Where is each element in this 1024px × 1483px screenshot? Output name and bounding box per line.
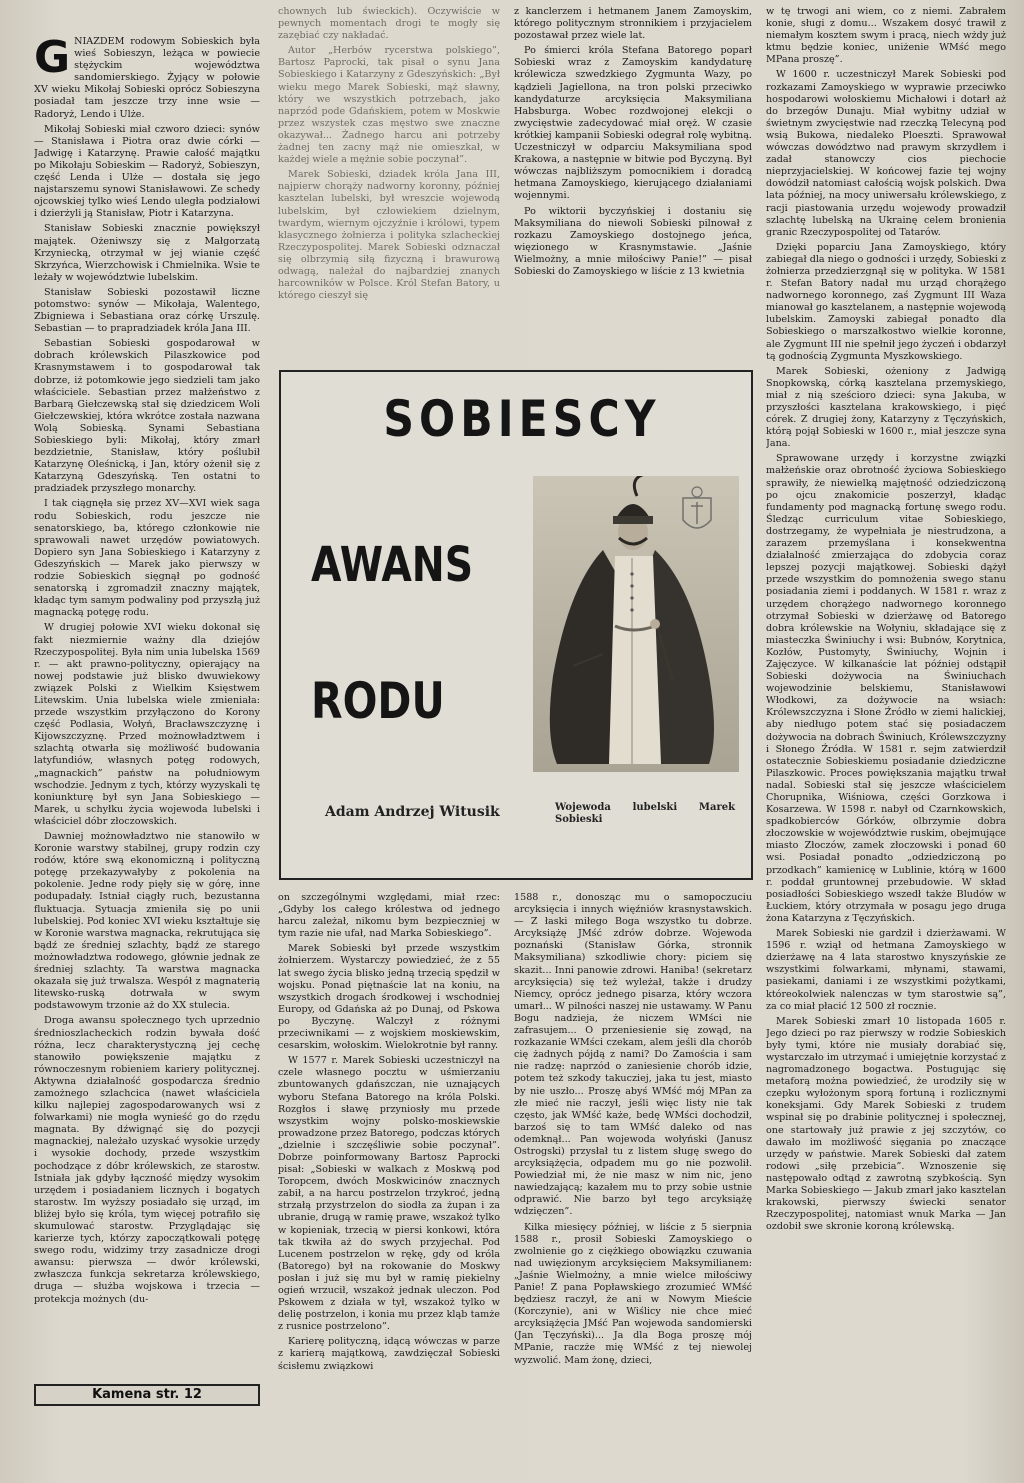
paragraph: z kanclerzem i hetmanem Janem Zamoyskim, którego politycznym stronnikiem i przyjacielem pozostawał przez wiele lat. [514,6,752,42]
paragraph: Dzięki poparciu Jana Zamoyskiego, który zabiegał dla niego o godności i urzędy, Sobieski z żołnierza przedzierzgnął się w polityka. W 1581 r. Stefan Batory nadał mu urząd chorążego nadwornego koronnego, zaś Zygmunt III Waza mianował go kasztelanem, a następnie wojewodą lubelskim. Zamoyski zabiegał ponadto dla Sobieskiego o marszałkostwo wielkie koronne, ale Zygmunt III nie spełnił jego życzeń i obdarzył tą godnością Zygmunta Myszkowskiego. [766,241,1006,362]
column-2-top [278,6,500,358]
column-3-top [514,6,752,358]
paragraph: W drugiej połowie XVI wieku dokonał się fakt niezmiernie ważny dla dziejów Rzeczypospolitej. Była nim unia lubelska 1569 r. — akt prawno-polityczny, opierający na nowej podstawie już blisko dwuwiekowy związek Polski z Wielkim Księstwem Litewskim. Unia lubelska wiele zmieniała: przede wszystkim przyłączono do Korony część Podlasia, Wołyń, Bracławszczyznę i Kijowszczyznę. Przed możnowładztwem i szlachtą otwarła się możliwość budowania latyfundiów, własnych potęg rodowych, „magnackich” państw na południowym wschodzie. Jednym z tych, którzy wyzyskali tę koniunkturę był syn Jana Sobieskiego — Marek, u schyłku życia wojewoda lubelski i właściciel dóbr złoczowskich. [34,622,260,827]
paragraph: Marek Sobieski, dziadek króla Jana III, najpierw chorąży nadworny koronny, później kasztelan lubelski, był wreszcie wojewodą lubelskim, był człowiekiem dzielnym, twardym, wiernym ojczyźnie i królowi, typem klasycznego żołnierza i polityka szlacheckiej Rzeczypospolitej. Marek Sobieski odznaczał się olbrzymią siłą fizyczną i brawurową odwagą, należał do najbardziej znanych harcowników w Polsce. Król Stefan Batory, u którego cieszył się [278,169,500,302]
paragraph: Marek Sobieski był przede wszystkim żołnierzem. Wystarczy powiedzieć, że z 55 lat swego życia blisko jedną trzecią spędził w wojsku. Ponad piętnaście lat na koniu, na wszystkich drogach środkowej i wschodniej Europy, od Gdańska aż po Dunaj, od Pskowa po Byczynę. Walczył z różnymi przeciwnikami — z wojskiem moskiewskim, cesarskim, wołoskim. Wielokrotnie był ranny. [278,943,500,1052]
paragraph: Karierę polityczną, idącą wówczas w parze z karierą majątkową, zawdzięczał Sobieski ścisłemu związkowi [278,1336,500,1372]
paragraph: Stanisław Sobieski pozostawił liczne potomstwo: synów — Mikołaja, Walentego, Zbigniewa i Sebastiana oraz córkę Urszulę. Sebastian — to prapradziadek króla Jana III. [34,286,260,335]
portrait-illustration [533,476,739,772]
paragraph: Po śmierci króla Stefana Batorego poparł Sobieski wraz z Zamoyskim kandydaturę królewicza szwedzkiego Zygmunta Wazy, po kądzieli Jagiellona, na tron polski przeciwko kandydaturze arcyksięcia Maksymiliana Habsburga. Wobec rozdwojonej elekcji o zwycięstwie zadecydować miał oręż. W czasie krótkiej kampanii Sobieski odegrał rolę wybitną. Uczestniczył w odparciu Maksymiliana spod Krakowa, a następnie w bitwie pod Byczyną. Był wówczas najbliższym pomocnikiem i doradcą hetmana Zamoyskiego, kierującego działaniami wojennymi. [514,45,752,202]
paragraph: w tę trwogi ani wiem, co z niemi. Zabrałem konie, sługi z domu... Wszakem dosyć trawił z niemałym kosztem swym i pracą, niech wżdy już ktmu będzie koniec, uniżenie WMść mego MPana proszę”. [766,6,1006,66]
paragraph: Marek Sobieski zmarł 10 listopada 1605 r. Jego dzieci po raz pierwszy w rodzie Sobieskich były tymi, które nie musiały dorabiać się, wystarczało im utrzymać i umiejętnie korzystać z nagromadzonego bogactwa. Postugując się metaforą można powiedzieć, że urodziły się w czepku wyłożonym sporą fortuną i rozlicznymi koneksjami. Gdy Marek Sobieski z trudem wspinał się po drabinie politycznej i społecznej, one startowały już prawie z jej szczytów, co dawało im możliwość sięgania po znaczące urzędy w państwie. Marek Sobieski dał zatem rodowi „siłę przebicia”. Wznoszenie się następowało odtąd z zawrotną szybkością. Syn Marka Sobieskiego — Jakub zmarł jako kasztelan krakowski, pierwszy świecki senator Rzeczypospolitej, natomiast wnuk Marka — Jan ozdobił swe skronie koroną królewską. [766,1015,1006,1233]
paragraph: Mikołaj Sobieski miał czworo dzieci: synów — Stanisława i Piotra oraz dwie córki — Jadwigę i Katarzynę. Prawie całość majątku po Mikołaju Sobieskim — Radoryż, Sobieszyn, część Lenda i Ulże — dostała się jego najstarszemu synowi Stanisławowi. Ze schedy ojcowskiej tylko wieś Lendo uległa podziałowi i dzierżyli ją Stanisław, Piotr i Katarzyna. [34,123,260,220]
paragraph: Stanisław Sobieski znacznie powiększył majątek. Ożeniwszy się z Małgorzatą Krzyniecką, otrzymał w jej wianie część Skrzyńca, Wierzchowisk i Chmielnika. Wsie te leżały w województwie lubelskim. [34,223,260,283]
portrait-caption: Wojewoda lubelski Marek Sobieski [555,802,735,825]
lead-paragraph: GNIAZDEM rodowym Sobieskich była wieś Sobieszyn, leżąca w powiecie stężyckim województwa sandomierskiego. Żyjący w połowie XV wieku Mikołaj Sobieski oprócz Sobieszyna posiadał tam jeszcze trzy inne wsie — Radoryż, Lendo i Ulże. [34,36,260,120]
paragraph: Autor „Herbów rycerstwa polskiego”, Bartosz Paprocki, tak pisał o synu Jana Sobieskiego i Katarzyny z Gdeszyńskich: „Był wieku mego Marek Sobieski, mąż sławny, który we wszystkich potrzebach, jako naprzód pode Gdańskiem, potem w Moskwie przez wszystek czas męstwo swe znaczne okazywał... Żadnego harcu ani potrzeby żadnej ten zacny mąż nie omieszkał, w każdej wiele a mężnie sobie poczynał”. [278,45,500,166]
paragraph: Sprawowane urzędy i korzystne związki małżeńskie oraz obrotność życiowa Sobieskiego sprawiły, że niewielką majętność odziedziczoną po ojcu znakomicie poszerzył, kładąc fundamenty pod magnacką fortunę swego rodu. Śledząc curriculum vitae Sobieskiego, dostrzegamy, że wypełniała je niestrudzona, a zarazem przemyślana i konsekwentna działalność zmierzająca do zdobycia coraz lepszej pozycji majątkowej. Sobieski dążył przede wszystkim do pomnożenia swego stanu posiadania ziemi i poddanych. W 1581 r. wraz z urzędem chorążego nadwornego koronnego otrzymał Sobieski w dzierżawę od Batorego dobra królewskie na Wołyniu, składające się z miasteczka Świniuchy i wsi: Bubnów, Korytnica, Kozłów, Pustomyty, Świniuchy, Wojnin i Zajęczyce. W kilkanaście lat później odstąpił Sobieski dożywocia na Świniuchach wojewodzinie belskiemu, Stanisławowi Włodkowi, za dożywocie na wsiach: Królewszczyzna i Słone Źródło w ziemi halickiej, aby niedługo potem stać się posiadaczem dożywocia na dobrach Świniuch, Królewszczyzny i Słonego Źródła. W 1581 r. sejm zatwierdził ostatecznie Sobieskiemu posiadanie dziedziczne Pilaszkowic. Proces powiększania majątku trwał nadal. Sobieski stał się jeszcze właścicielem Chorupnika, Wiśniowa, części Gorzkowa i Kosarzewa. W 1598 r. nabył od Czarnkowskich, spadkobierców Górków, olbrzymie dobra złoczowskie w województwie ruskim, obejmujące miasto Złoczów, zamek złoczowski i ponad 60 wsi. Posiadał ponadto „odziedziczoną po przodkach” kamienicę w Lublinie, którą w 1600 r. poddał gruntownej przebudowie. W skład posiadłości Sobieskiego wszedł także Bludów w Łuckiem, który otrzymała w posagu jego druga żona Katarzyna z Tęczyńskich. [766,453,1006,924]
article-title: SOBIESCY [383,390,661,448]
column-3-bottom [514,892,752,1477]
paragraph: Dawniej możnowładztwo nie stanowiło w Koronie warstwy stabilnej, grupy rodzin czy rodów, które swą ekonomiczną i polityczną potęgę przekazywałyby z pokolenia na pokolenie. Jedne rody pięły się w górę, inne podupadały. Istniał ciągły ruch, bezustanna fluktuacja. Sytuacja zmieniła się po unii lubelskiej. Pod koniec XVI wieku kształtuje się w Koronie warstwa magnacka, rekrutująca się bądź ze średniej szlachty, bądź ze starego możnowładztwa rodowego, głównie jednak ze średniej szlachty. Ta warstwa magnacka okazała się już trwalsza. Wespół z magnaterią litewsko-ruską dotrwała w swym podstawowym trzonie aż do XX stulecia. [34,831,260,1012]
paragraph: Po wiktorii byczyńskiej i dostaniu się Maksymiliana do niewoli Sobieski pilnował z rozkazu Zamoyskiego dostojnego jeńca, więzionego w Krasnymstawie. „Jaśnie Wielmożny, a mnie miłościwy Panie!” — pisał Sobieski do Zamoyskiego w liście z 13 kwietnia [514,205,752,277]
article-author: Adam Andrzej Witusik [325,804,500,820]
page-footer: Kamena str. 12 [34,1384,260,1406]
column-2-bottom [278,892,500,1477]
column-4 [766,6,1006,1476]
paragraph: Marek Sobieski, ożeniony z Jadwigą Snopkowską, córką kasztelana przemyskiego, miał z nią sześcioro dzieci: syna Jakuba, w przyszłości kasztelana krakowskiego, i pięć córek. Z drugiej żony, Katarzyny z Tęczyńskich, którą pojął Sobieski w 1600 r., miał jeszcze syna Jana. [766,365,1006,450]
paragraph: on szczególnymi względami, miał rzec: „Gdyby los całego królestwa od jednego harcu zależał, nikomu bym bezpieczniej w tym razie nie ufał, nad Marka Sobieskiego”. [278,892,500,940]
paragraph: I tak ciągnęła się przez XV—XVI wiek saga rodu Sobieskich, rodu jeszcze nie senatorskiego, ba, którego członkowie nie sprawowali nawet urzędów powiatowych. Dopiero syn Jana Sobieskiego i Katarzyny z Gdeszyńskich — Marek jako pierwszy w rodzie Sobieskich sięgnął po godność senatorską i zgromadził znaczny majątek, kładąc tym samym podwaliny pod przyszłą już magnacką potęgę rodu. [34,498,260,619]
paragraph: Kilka miesięcy później, w liście z 5 sierpnia 1588 r., prosił Sobieski Zamoyskiego o zwolnienie go z ciężkiego obowiązku czuwania nad uwięzionym arcyksięciem Maksymilianem: „Jaśnie Wielmożny, a mnie wielce miłościwy Panie! Z pana Popławskiego zrozumieć WMść będziesz raczył, że ani w Nowym Mieście (Korczynie), ani w Wiślicy nie chce mieć arcyksiążęcia JMść Pan wojewoda sandomierski (Jan Tęczyński)... Ja dla Boga proszę mój MPanie, raczże mię WMść z tej niewolej wyzwolić. Mam żonę, dzieci, [514,1221,752,1366]
paragraph: Marek Sobieski nie gardził i dzierżawami. W 1596 r. wziął od hetmana Zamoyskiego w dzierżawę na 4 lata starostwo knyszyńskie ze wszystkimi folwarkami, młynami, stawami, pasiekami, daniami i ze wszystkimi pożytkami, któreokolwiek nalenczas w tym starostwie są”, za co miał płacić 12 500 zł rocznie. [766,928,1006,1012]
paragraph: chownych lub świeckich). Oczywiście w pewnych momentach drogi te mogły się zazębiać czy nakładać. [278,6,500,42]
portrait-image [533,476,739,772]
paragraph: Sebastian Sobieski gospodarował w dobrach królewskich Pilaszkowice pod Krasnymstawem i to gospodarował tak dobrze, iż potomkowie jego siedzieli tam jako właściciele. Sebastian przez małżeństwo z Barbarą Giełczewską stał się dziedzicem Woli Giełczewskiej, która wkrótce została nazwana Wolą Sobieską. Synami Sebastiana Sobieskiego byli: Mikołaj, który zmarł bezdzietnie, Stanisław, który poślubił Katarzynę Oleśnicką, i Jan, który ożenił się z Katarzyną Gdeszyńską. Ten ostatni to pradziadek przyszłego monarchy. [34,338,260,495]
title-box [279,370,753,880]
article-subtitle-rodu: RODU [311,672,445,730]
column-1 [34,36,260,1346]
paragraph: 1588 r., donosząc mu o samopoczuciu arcyksięcia i innych więźniów krasnystawskich. — Z łaski miłego Boga wszystko tu dobrze. Arcyksiążę JMść zdrów dobrze. Wojewoda poznański (Stanisław Górka, stronnik Maksymiliana) szkodliwie chory: piciem się skazit... Inni panowie zdrowi. Haniba! (sekretarz arcyksięcia) się też wyleżał, także i drudzy Niemcy, oprócz jednego pisarza, który wczora umarł... W pilności naszej nie ustawamy. W Panu Bogu nadzieja, że niczem WMści nie zafrasujem... O przeniesienie się zowąd, na rozkazanie WMści czekam, alem jeśli dla chorób cię żadnych pójdą z nami? Do Zamościa i sam nie radzę: naprzód o zaniesienie chorób idzie, potem też szkody takucziej, jaka tu jest, miasto by nie uszło... Proszę abyś WMść mój MPan za złe mieć nie raczył, jeśli więc listy nie tak często, jak WMść każe, bedę WMści dochodził, barzoś się to tam WMść daleko od nas odemknął... Pan wojewoda wołyński (Janusz Ostrogski) przysłał tu z listem sługę swego do arcyksiążęcia, odpadem mu go nie pozwolił. Powiedział mi, że nie masz w nim nic, jeno nawiedzającą; kazałem mu to przy sobie ustnie odprawić. Nie barzo był tego arcyksiążę wdzięczen”. [514,892,752,1218]
article-subtitle-awans: AWANS [311,537,474,593]
paragraph: Droga awansu społecznego tych uprzednio średnioszlacheckich rodzin bywała dość różna, lecz charakterystyczną jej cechę stanowiło powiększenie majątku z równoczesnym robieniem kariery politycznej. Aktywna działalność gospodarcza średnio zamożnego szlachcica (nawet właściciela kilku najlepiej zagospodarowanych wsi z folwarkami) nie mogła wynieść go do rzędu magnata. By dźwignąć się do pozycji magnackiej, należało uzyskać wysokie urzędy i wysokie dochody, przede wszystkim pochodzące z dóbr królewskich, ze starostw. Istniała jak gdyby łączność między wysokim urzędem i posiadaniem licznych i bogatych starostw. Im wyższy posiadało się urząd, im bliżej było się króla, tym więcej potrafiło się skumulować starostw. Przyglądając się karierze tych, którzy zapoczątkowali potęgę swego rodu, widzimy trzy zasadnicze drogi awansu: pierwsza — dwór królewski, zwłaszcza funkcja sekretarza królewskiego, druga — służba wojskowa i trzecia — protekcja możnych (du- [34,1015,260,1305]
drop-cap: G [34,36,71,83]
paragraph: W 1577 r. Marek Sobieski uczestniczył na czele własnego pocztu w uśmierzaniu zbuntowanych gdańszczan, nie uznających wyboru Stefana Batorego na króla Polski. Rozgłos i sławę przyniosły mu przede wszystkim wojny polsko-moskiewskie prowadzone przez Batorego, podczas których „dzielnie i szczęśliwie sobie poczynał”. Dobrze poinformowany Bartosz Paprocki pisał: „Sobieski w walkach z Moskwą pod Toropcem, dwóch Moskwicinów znacznych zabił, a na harcu postrzelon trzykroć, jedną strzałą przystrzelon do siodła za żupan i za ubranie, drugą w ramię prawe, wszakoż tylko w kopieniak, trzecią w piersi konkowi, która tak tkwiła aż do swych przyjechał. Pod Lucenem postrzelon w rękę, gdy od króla (Batorego) był na rokowanie do Moskwy posłan i już się mu był w ramię piekielny ogień wrzucił, wszakoż jednak uleczon. Pod Pskowem z działa w tył, wszakoż tylko w delię postrzelon, i konia mu przez kląb tamże z rusnice postrzelono”. [278,1055,500,1333]
paragraph: W 1600 r. uczestniczył Marek Sobieski pod rozkazami Zamoyskiego w wyprawie przeciwko hospodarowi wołoskiemu Michałowi i dotarł aż do brzegów Dunaju. Miał wybitny udział w świetnym zwycięstwie nad rzeczką Telecyną pod wsią Bukowa, niedaleko Ploeszti. Sprawował wówczas dowództwo nad prawym skrzydłem i zadał stanowczy cios piechocie nieprzyjacielskiej. W końcowej fazie tej wojny dowódził natomiast całością wojsk polskich. Dwa lata później, na mocy uniwersału królewskiego, z racji piastowania urzędu wojewody prowadził szlachtę lubelską na Ukrainę celem bronienia granic Rzeczypospolitej od Tatarów. [766,69,1006,238]
